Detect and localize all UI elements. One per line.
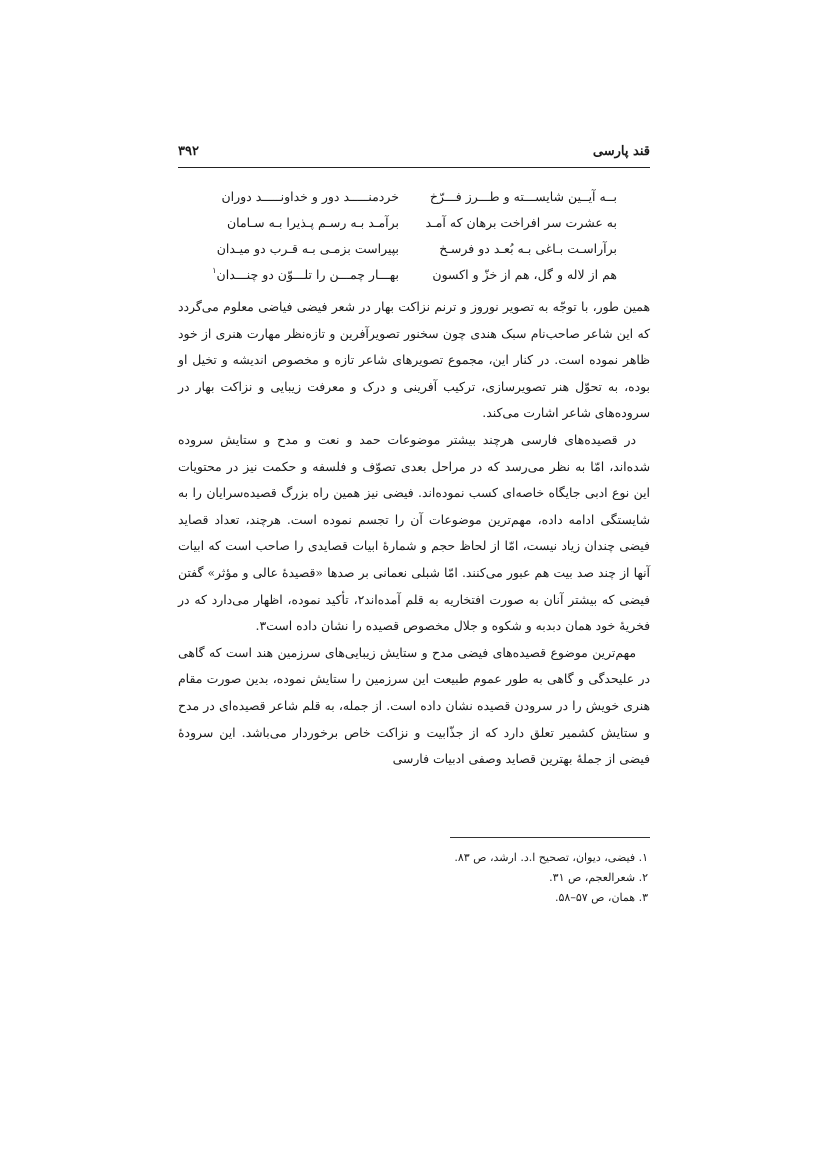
paragraph-line: تازه و مخصوص اندیشه و تخیل او بوده، به تحوّل هنر تصویرسازی، ترکیب آفرینی و [178,352,650,394]
paragraph-line: همین طور، با توجّه به تصویر نوروز و ترنم نزاکت بهار در شعر فیضی فیاضی [258,299,650,314]
paragraph-line: بدین صورت مقام هنری خویش را در سرودن قصیده نشان داده است. از جمله، به قلم [178,671,650,713]
footnotes [348,848,648,908]
couplet [205,236,617,262]
paragraph-line: قصیده‌سرایان را به شایستگی ادامه داده، مهم‌ترین موضوعات آن را تجسم نموده است. [178,485,651,527]
hemistich-text: برآمـد بـه رسـم پـذیرا بـه سـامان [227,215,399,230]
paragraph-line: به قلم آمده‌اند۲، تأکید نموده، اظهار می‌دارد که در فخریهٔ خود همان دبدبه و شکوه و [178,591,650,634]
hemistich-text: بپیراست بزمـی بـه قـرب دو میـدان [216,241,399,256]
page-header [178,140,650,166]
hemistich-first: بــه آیــین شایســـته و طـــرز فـــرّخ [429,189,617,204]
header-rule [178,167,650,168]
hemistich-text: بهـــار چمـــن را تلـــوّن دو چنـــدان [216,267,399,282]
couplet [205,184,617,210]
paragraph-line: که گاهی در علیحدگی و گاهی به طور عموم طبیعت این سرزمین را ستایش نموده، [178,644,650,687]
paragraph [178,640,650,773]
footnote: ۲. شعرالعجم، ص ۳۱. [549,871,648,884]
hemistich-second [205,262,399,290]
paragraph-line: نعمانی بر صدها «قصیدهٔ عالی و مؤثر» گفتن فیضی که بیشتر آنان به صورت افتخاریه [178,564,650,607]
paragraph-line: مهم‌ترین موضوع قصیده‌های فیضی مدح و ستایش زیبایی‌های سرزمین هند است [225,644,636,660]
paragraph-line: در محتویات این نوع ادبی جایگاه خاصه‌ای کسب نموده‌اند. فیضی نیز همین راه بزرگ [178,458,650,501]
verse-block [205,184,617,288]
paragraph-line: سروده شده‌اند، امّا به نظر می‌رسد که در مراحل بعدی تصوّف و فلسفه و حکمت نیز [178,431,650,474]
paragraph-line: معلوم می‌گردد که این شاعر صاحب‌نام سبک هندی چون سخنور تصویرآفرین و [178,299,650,341]
paragraph [178,294,650,427]
hemistich-first: به عشرت سر افراخت برهان که آمـد [425,215,617,230]
paragraph [178,427,650,640]
paragraph-line: هرچند، تعداد قصاید فیضی چندان زیاد نیست، امّا از لحاظ حجم و شمارهٔ ابیات [178,511,650,554]
running-head: قند پارسی [592,144,650,159]
body-text [178,294,650,773]
hemistich-first: هم از لاله و گل، هم از خزّ و اکسون [432,267,617,282]
paragraph-line: جلال مخصوص قصیده را نشان داده است۳. [255,618,478,634]
couplet [205,262,617,288]
hemistich-text: خردمنـــــد دور و خداونـــــد دوران [221,189,399,204]
hemistich-second [205,210,399,238]
footnote-marker: ۱ [212,266,217,275]
paragraph-line: تازه‌نظر مهارت هنری از خود ظاهر نموده است. در کنار این، مجموع تصویرهای شاعر [178,325,650,368]
footnote: ۳. همان، ص ۵۷–۵۸. [554,891,648,904]
paragraph-line: شاعر قصیده‌ای در مدح و ستایش کشمیر تعلق دارد که از جذّابیت و نزاکت خاص [178,697,650,740]
hemistich-first: برآراسـت بـاغی بـه بُعـد دو فرسـخ [439,241,617,256]
paragraph-line: در قصیده‌های فارسی هرچند بیشتر موضوعات حمد و نعت و مدح و ستایش [220,431,636,447]
hemistich-second [205,236,399,264]
paragraph-line: درک و معرفت زیبایی و نزاکت بهار در سروده‌های شاعر اشارت می‌کند. [178,378,650,421]
paragraph-line: قصایدی را صاحب است که ابیات آنها از چند صد بیت هم عبور می‌کنند. امّا شبلی [178,538,650,580]
hemistich-second [205,184,399,212]
couplet [205,210,617,236]
paragraph-line: برخوردار می‌باشد. این سرودهٔ فیضی از جملهٔ بهترین قصاید وصفی ادبیات فارسی [178,724,650,767]
footnote: ۱. فیضی، دیوان، تصحیح ا.د. ارشد، ص ۸۳. [454,851,648,864]
footnote-rule [450,837,650,838]
page-number: ۳۹۲ [178,144,199,159]
